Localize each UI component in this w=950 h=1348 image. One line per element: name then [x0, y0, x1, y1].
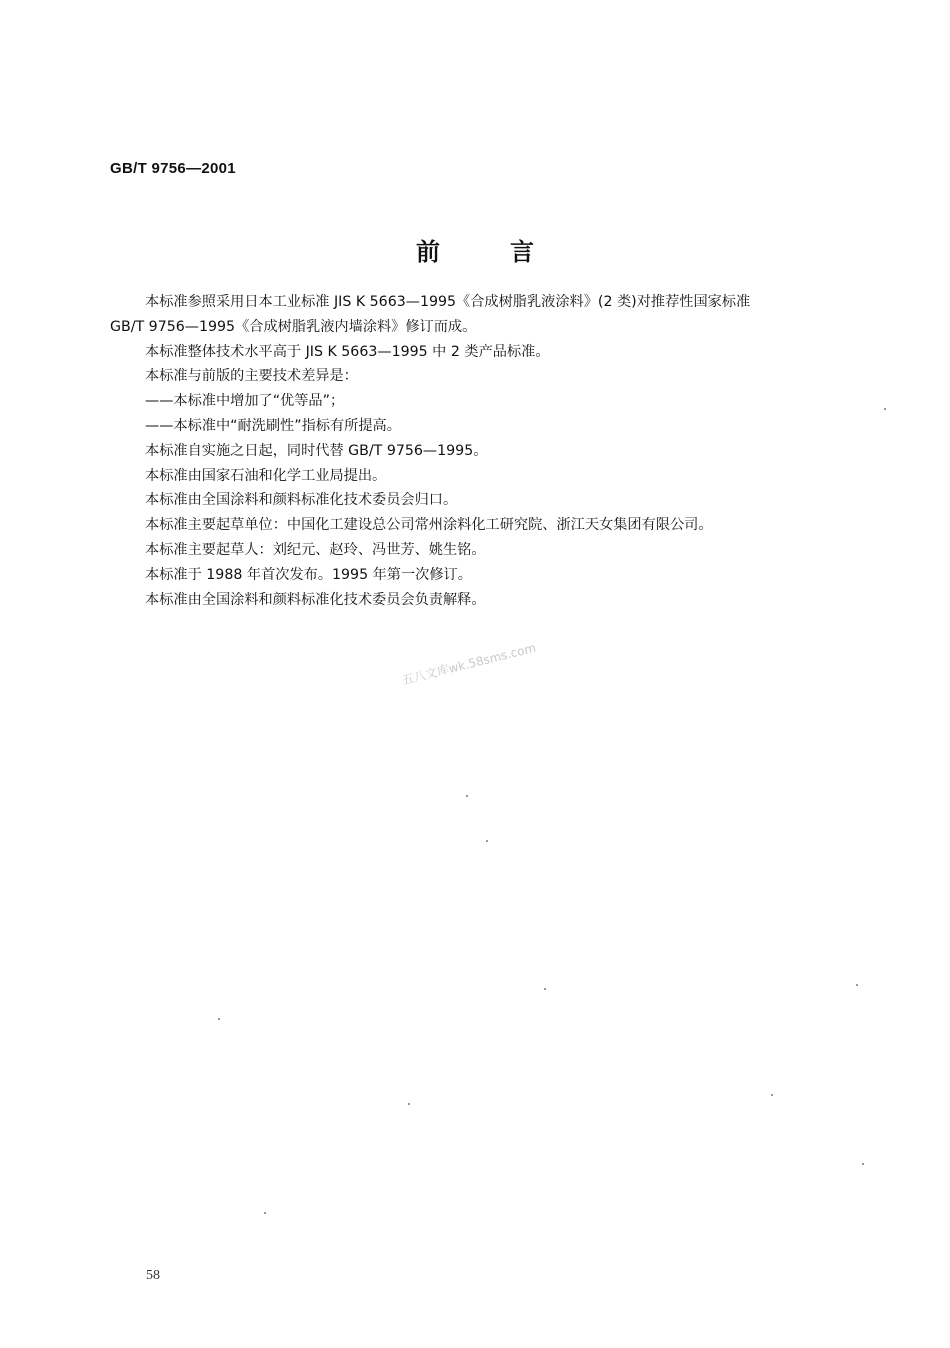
- paragraph: 本标准由国家石油和化学工业局提出。: [145, 467, 387, 484]
- paragraph: 本标准与前版的主要技术差异是：: [145, 368, 358, 385]
- list-item: ——本标准中“耐洗刷性”指标有所提高。: [145, 417, 401, 434]
- scan-speck: [884, 408, 886, 410]
- paragraph: 本标准于 1988 年首次发布。1995 年第一次修订。: [145, 566, 472, 583]
- scan-speck: [856, 984, 858, 986]
- standard-number: GB/T 9756—2001: [110, 160, 236, 177]
- scan-speck: [466, 795, 468, 797]
- list-item: ——本标准中增加了“优等品”；: [145, 393, 345, 410]
- paragraph: 本标准整体技术水平高于 JIS K 5663—1995 中 2 类产品标准。: [145, 343, 550, 360]
- scan-speck: [218, 1018, 220, 1020]
- watermark: 五八文库wk.58sms.com: [400, 640, 538, 688]
- scan-speck: [862, 1163, 864, 1165]
- paragraph: 本标准参照采用日本工业标准 JIS K 5663—1995《合成树脂乳液涂料》(2 类)对推荐性国家标准: [145, 294, 751, 310]
- paragraph: 本标准主要起草人：刘纪元、赵玲、冯世芳、姚生铭。: [145, 541, 486, 558]
- scan-speck: [486, 840, 488, 842]
- paragraph: 本标准主要起草单位：中国化工建设总公司常州涂料化工研究院、浙江天女集团有限公司。: [145, 517, 713, 534]
- paragraph-continuation: GB/T 9756—1995《合成树脂乳液内墙涂料》修订而成。: [110, 318, 477, 335]
- paragraph: 本标准自实施之日起，同时代替 GB/T 9756—1995。: [145, 442, 488, 459]
- page-title: 前言: [416, 238, 604, 266]
- scan-speck: [771, 1094, 773, 1096]
- scan-speck: [544, 988, 546, 990]
- page-number: 58: [146, 1268, 160, 1283]
- foreword-body: [110, 290, 855, 612]
- paragraph: 本标准由全国涂料和颜料标准化技术委员会归口。: [145, 492, 458, 509]
- scan-speck: [408, 1103, 410, 1105]
- scan-speck: [264, 1212, 266, 1214]
- paragraph: 本标准由全国涂料和颜料标准化技术委员会负责解释。: [145, 591, 486, 608]
